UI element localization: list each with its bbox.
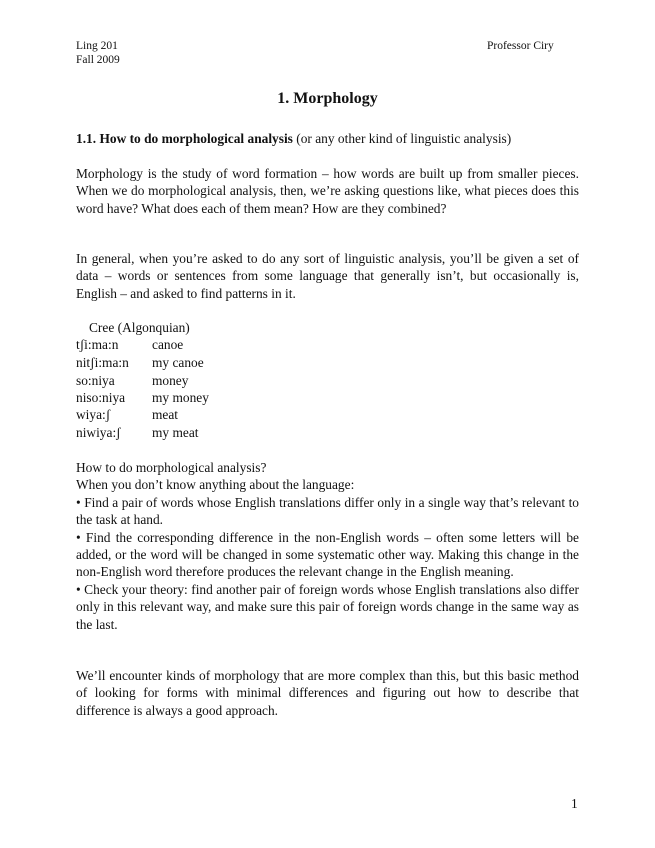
professor-name: Professor Ciry (487, 40, 554, 52)
example-form: niso:niya (76, 390, 126, 405)
method-step: • Find a pair of words whose English translations differ only in a single way that’s relevant to the task at hand. (76, 494, 579, 528)
paragraph-general: In general, when you’re asked to do any sort of linguistic analysis, you’ll be given a set of data – words or sentences from some language that generally isn’t, but occasionally is, English – and asked to find patterns in it. (76, 251, 579, 301)
section-number: 1.1. (76, 131, 97, 146)
method-section (76, 459, 579, 633)
example-form: nitʃi:ma:n (76, 355, 129, 370)
method-intro: When you don’t know anything about the language: (76, 477, 355, 493)
example-language: Cree (Algonquian) (89, 320, 190, 335)
example-row (76, 424, 198, 441)
example-gloss: my money (152, 390, 209, 405)
example-gloss: my canoe (152, 355, 204, 370)
example-row (76, 406, 178, 423)
example-row (76, 336, 183, 353)
method-step: • Check your theory: find another pair of foreign words whose English translations also differ only in this relevant way, and make sure this pair of foreign words change in the same way as the last. (76, 581, 579, 632)
example-gloss: canoe (152, 337, 184, 352)
paragraph-closing: We’ll encounter kinds of morphology that are more complex than this, but this basic method of looking for forms with minimal differences and figuring out how to describe that difference is always a good approach. (76, 668, 579, 718)
example-gloss: money (152, 373, 189, 388)
example-form: niwiya:ʃ (76, 425, 121, 440)
example-gloss: meat (152, 407, 179, 422)
section-heading-rest: (or any other kind of linguistic analysis) (292, 131, 512, 146)
example-form: so:niya (76, 373, 115, 388)
section-heading (76, 130, 579, 147)
paragraph-definition: Morphology is the study of word formation – how words are built up from smaller pieces. When we do morphological analysis, then, we’re asking questions like, what pieces does this word have? What does each of them mean? How are they combined? (76, 166, 579, 216)
example-gloss: my meat (152, 425, 199, 440)
method-question: How to do morphological analysis? (76, 460, 267, 475)
method-step: • Find the corresponding difference in the non-English words – often some letters will be added, or the word will be changed in some systematic other way. Making this change in the non-English word therefore produces the relevant change in the English meaning. (76, 529, 579, 580)
header-left (76, 40, 120, 67)
example-row (76, 372, 188, 389)
example-row (76, 389, 209, 406)
example-row (76, 354, 204, 371)
course-name: Ling 201 (76, 40, 118, 52)
page-number: 1 (571, 796, 578, 811)
section-heading-bold: How to do morphological analysis (99, 131, 293, 146)
term: Fall 2009 (76, 53, 120, 66)
example-form: tʃi:ma:n (76, 337, 119, 352)
page-title: 1. Morphology (277, 90, 378, 107)
example-form: wiya:ʃ (76, 407, 111, 422)
